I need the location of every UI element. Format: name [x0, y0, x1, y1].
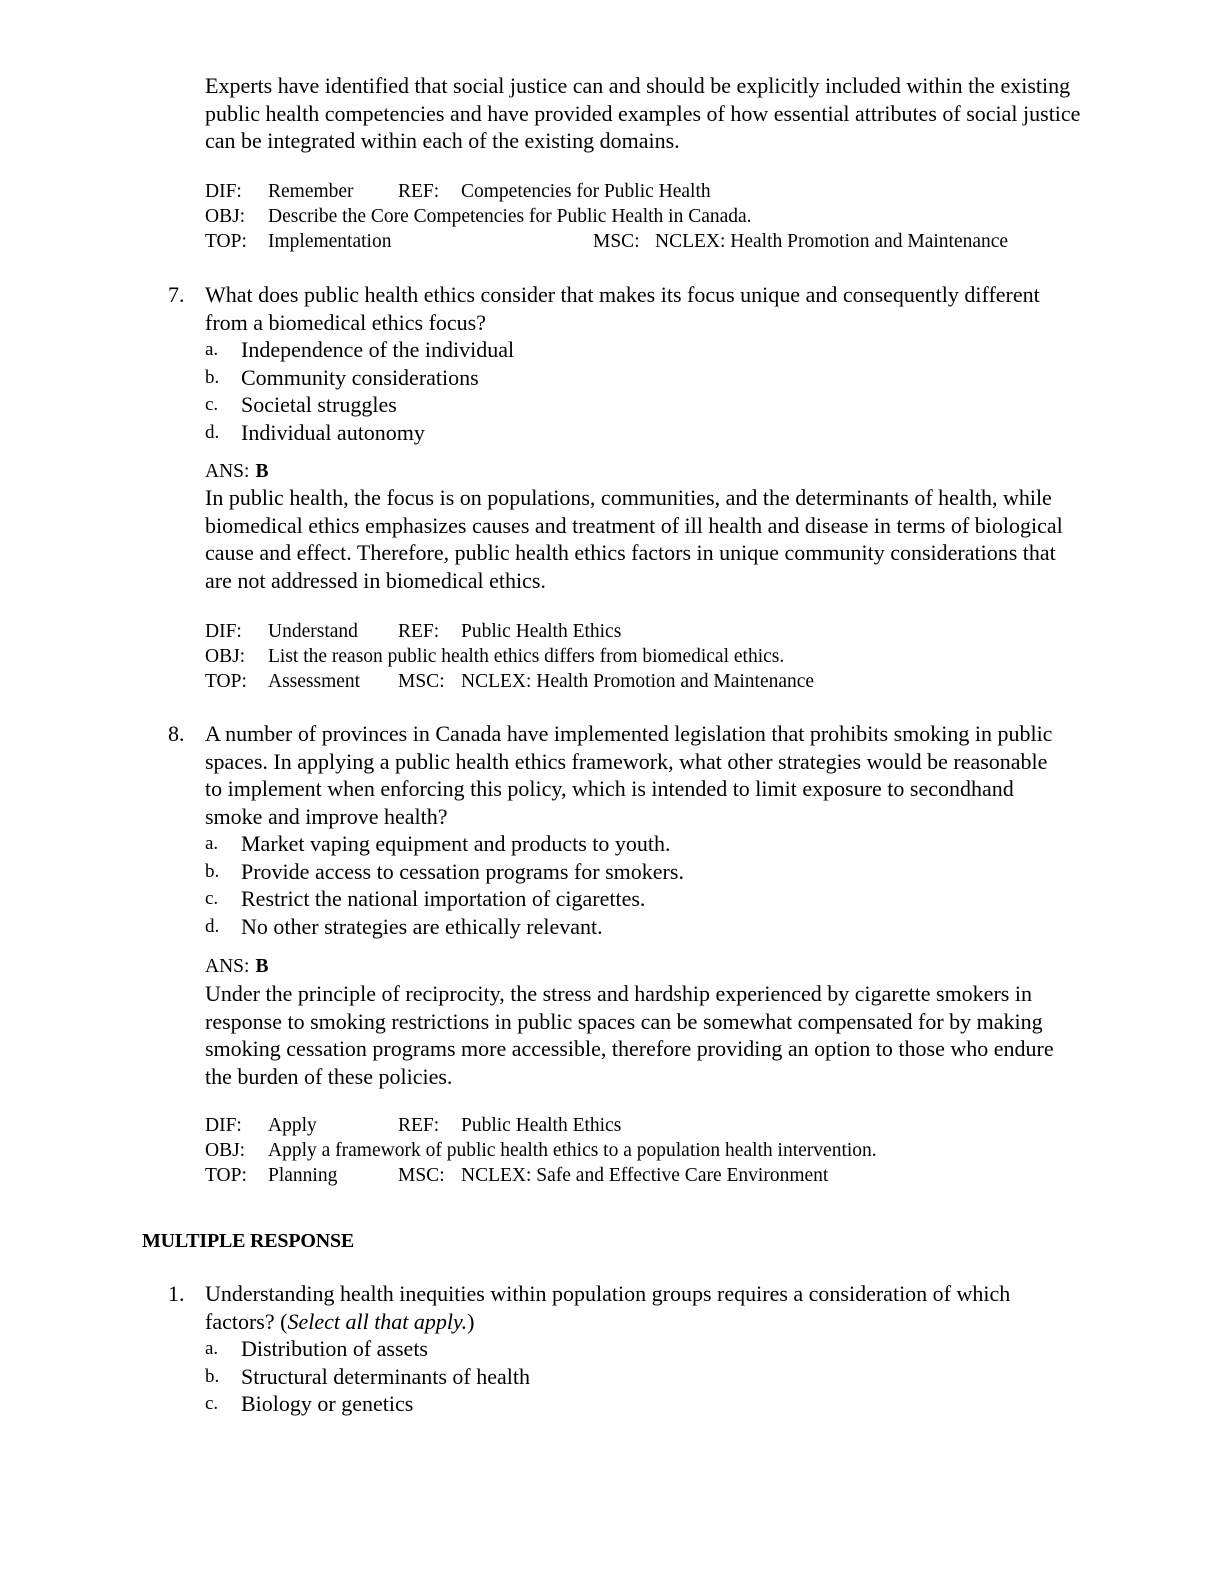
intro-rationale: Experts have identified that social justice can and should be explicitly included within the existing public health competencies and have provided examples of how essential attributes of social justice can be integrated within each of the existing domains.: [205, 73, 1081, 153]
obj-label: OBJ:: [205, 1140, 246, 1161]
option-letter: b.: [205, 366, 220, 388]
option-letter: d.: [205, 421, 220, 443]
meta-row-top: [205, 669, 1085, 694]
option-text: Structural determinants of health: [241, 1363, 530, 1389]
top-value: Planning: [268, 1165, 338, 1186]
meta-row-dif: [205, 619, 1085, 644]
meta-row-obj: [205, 644, 1085, 669]
answer-label: ANS:: [205, 956, 250, 977]
meta-row-dif: [205, 179, 1085, 204]
question-metadata: [205, 619, 1085, 694]
ref-value: Public Health Ethics: [461, 621, 622, 642]
option-text: No other strategies are ethically relevant.: [241, 913, 603, 939]
answer-line: [205, 954, 268, 979]
question-text: A number of provinces in Canada have implemented legislation that prohibits smoking in public spaces. In applying a public health ethics framework, what other strategies would be reasonable to implement when enforcing this policy, which is intended to limit exposure to secondhand smoke and improve health?: [205, 721, 1053, 829]
obj-value: Apply a framework of public health ethics to a population health intervention.: [268, 1140, 877, 1161]
question-text: What does public health ethics consider that makes its focus unique and consequently different from a biomedical ethics focus?: [205, 282, 1040, 335]
option-c: [205, 1390, 1065, 1418]
question-end-text: ): [467, 1308, 475, 1334]
answer-line: [205, 459, 268, 484]
option-c: [205, 885, 1065, 913]
option-b: [205, 858, 1065, 886]
msc-label: MSC:: [398, 1165, 445, 1186]
answer-rationale: Under the principle of reciprocity, the stress and hardship experienced by cigarette smokers in response to smoking restrictions in public spaces can be somewhat compensated for by making smoking cessation programs more accessible, therefore providing an option to those who endure the burden of these policies.: [205, 981, 1054, 1089]
ref-label: REF:: [398, 1115, 440, 1136]
meta-row-obj: [205, 1138, 1085, 1163]
option-letter: c.: [205, 888, 219, 909]
option-letter: c.: [205, 1393, 219, 1414]
msc-label: MSC:: [593, 231, 640, 252]
meta-row-top: [205, 1163, 1085, 1188]
ref-label: REF:: [398, 621, 440, 642]
meta-row-top: [205, 229, 1085, 254]
dif-value: Understand: [268, 621, 358, 642]
top-value: Assessment: [268, 671, 361, 692]
option-c: [205, 391, 1065, 419]
ref-value: Public Health Ethics: [461, 1115, 622, 1136]
option-letter: d.: [205, 915, 220, 937]
option-text: Provide access to cessation programs for smokers.: [241, 858, 684, 884]
dif-label: DIF:: [205, 1115, 242, 1136]
msc-value: NCLEX: Health Promotion and Maintenance: [461, 671, 815, 692]
previous-question-metadata: [205, 179, 1085, 254]
msc-label: MSC:: [398, 671, 445, 692]
top-label: TOP:: [205, 231, 247, 252]
option-text: Restrict the national importation of cigarettes.: [241, 886, 646, 911]
option-text: Individual autonomy: [241, 419, 425, 445]
question-options: [205, 336, 1065, 446]
obj-label: OBJ:: [205, 646, 246, 667]
option-d: [205, 419, 1065, 447]
option-letter: c.: [205, 394, 219, 415]
obj-value: List the reason public health ethics differs from biomedical ethics.: [268, 646, 785, 667]
meta-row-obj: [205, 204, 1085, 229]
answer-rationale: In public health, the focus is on populations, communities, and the determinants of health, while biomedical ethics emphasizes causes and treatment of ill health and disease in terms of biological cause and effect. Therefore, public health ethics factors in unique community considerations that are not addressed in biomedical ethics.: [205, 485, 1063, 593]
option-b: [205, 1363, 1065, 1391]
option-letter: a.: [205, 833, 219, 854]
dif-value: Remember: [268, 181, 354, 202]
option-letter: a.: [205, 339, 219, 360]
dif-label: DIF:: [205, 181, 242, 202]
option-a: [205, 1335, 1065, 1363]
question-number: 8.: [168, 721, 185, 746]
question-number: 1.: [168, 1281, 185, 1306]
section-heading: MULTIPLE RESPONSE: [142, 1230, 355, 1252]
option-letter: b.: [205, 1365, 220, 1387]
option-text: Distribution of assets: [241, 1336, 428, 1361]
answer-value: B: [255, 461, 269, 482]
answer-value: B: [255, 956, 269, 977]
meta-row-dif: [205, 1113, 1085, 1138]
ref-value: Competencies for Public Health: [461, 181, 711, 202]
option-text: Community considerations: [241, 364, 479, 390]
answer-label: ANS:: [205, 461, 250, 482]
msc-value: NCLEX: Safe and Effective Care Environment: [461, 1165, 829, 1186]
question-options: [205, 830, 1065, 940]
option-a: [205, 830, 1065, 858]
question-options: [205, 1335, 1065, 1418]
question-number: 7.: [168, 282, 185, 307]
question-metadata: [205, 1113, 1085, 1188]
option-a: [205, 336, 1065, 364]
obj-value: Describe the Core Competencies for Public Health in Canada.: [268, 206, 752, 227]
select-all-instruction: Select all that apply.: [287, 1308, 468, 1334]
option-text: Biology or genetics: [241, 1391, 414, 1416]
option-d: [205, 913, 1065, 941]
dif-label: DIF:: [205, 621, 242, 642]
question-text: [205, 1280, 1065, 1335]
option-letter: a.: [205, 1338, 219, 1359]
top-label: TOP:: [205, 1165, 247, 1186]
option-text: Independence of the individual: [241, 337, 515, 362]
question-main-text: Understanding health inequities within population groups requires a consideration of which factors? (: [205, 1281, 1011, 1334]
option-text: Market vaping equipment and products to youth.: [241, 831, 671, 856]
top-value: Implementation: [268, 231, 392, 252]
dif-value: Apply: [268, 1115, 317, 1136]
option-text: Societal struggles: [241, 392, 397, 417]
option-letter: b.: [205, 860, 220, 882]
obj-label: OBJ:: [205, 206, 246, 227]
option-b: [205, 364, 1065, 392]
ref-label: REF:: [398, 181, 440, 202]
msc-value: NCLEX: Health Promotion and Maintenance: [655, 231, 1009, 252]
top-label: TOP:: [205, 671, 247, 692]
